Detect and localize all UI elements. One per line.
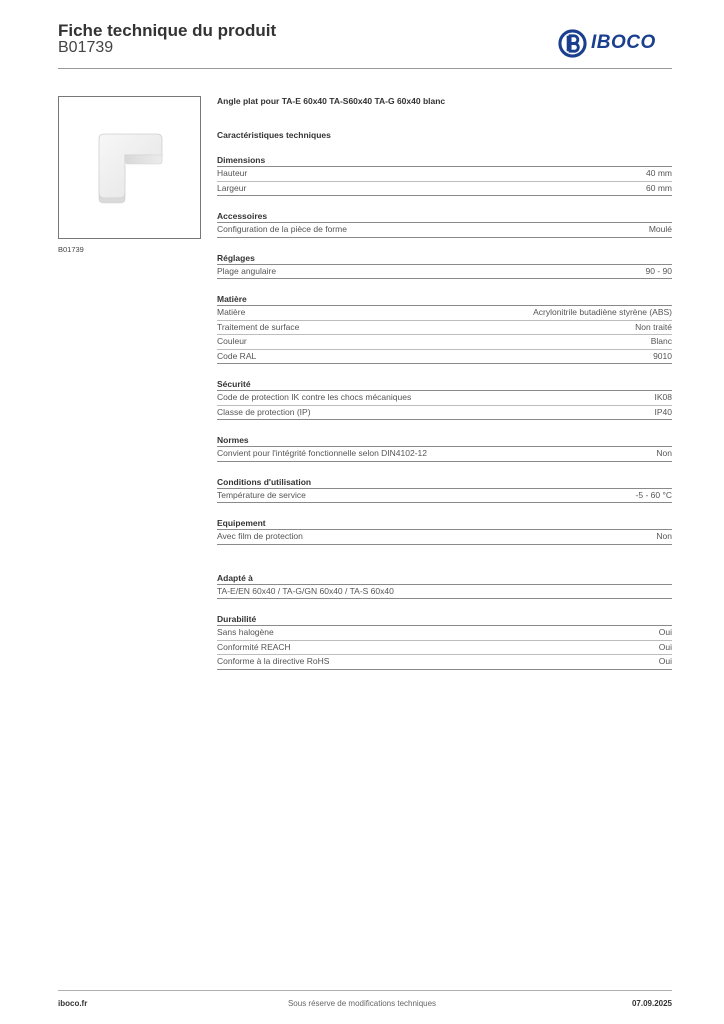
spec-group bbox=[217, 379, 672, 420]
spec-row bbox=[217, 626, 672, 641]
spec-row bbox=[217, 530, 672, 545]
spec-row bbox=[217, 585, 672, 600]
spec-label: Largeur bbox=[217, 182, 247, 193]
spec-group bbox=[217, 211, 672, 238]
spec-group-title: Dimensions bbox=[217, 155, 672, 167]
image-caption: B01739 bbox=[58, 245, 84, 254]
spec-label: Plage angulaire bbox=[217, 265, 277, 276]
spec-value: Moulé bbox=[648, 224, 672, 234]
spec-group bbox=[217, 435, 672, 462]
iboco-logo-icon bbox=[558, 29, 587, 58]
spec-label: Couleur bbox=[217, 336, 247, 346]
spec-group-title: Equipement bbox=[217, 518, 672, 530]
spec-row bbox=[217, 641, 672, 656]
spec-group bbox=[217, 155, 672, 196]
spec-value: 40 mm bbox=[646, 168, 672, 178]
spec-value: Oui bbox=[658, 627, 672, 637]
spec-row bbox=[217, 306, 672, 321]
spec-group bbox=[217, 573, 672, 600]
spec-row bbox=[217, 655, 672, 670]
spec-label: Conforme à la directive RoHS bbox=[217, 656, 330, 666]
spec-label: Avec film de protection bbox=[217, 531, 303, 541]
product-image bbox=[58, 96, 201, 239]
spec-group bbox=[217, 294, 672, 364]
spec-row bbox=[217, 406, 672, 421]
spec-value: IP40 bbox=[654, 406, 672, 417]
spec-group-title: Adapté à bbox=[217, 573, 672, 585]
spec-group-title: Matière bbox=[217, 294, 672, 306]
product-code: B01739 bbox=[58, 39, 114, 56]
spec-label: Convient pour l'intégrité fonctionnelle selon DIN4102-12 bbox=[217, 448, 428, 458]
spec-value: 9010 bbox=[653, 350, 672, 361]
logo-text: IBOCO bbox=[591, 32, 656, 53]
cable-duct-flat-angle-image bbox=[59, 97, 200, 238]
spec-row bbox=[217, 223, 672, 238]
spec-row bbox=[217, 167, 672, 182]
brand-logo bbox=[558, 28, 656, 58]
spec-value: 60 mm bbox=[646, 182, 672, 193]
footer-date: 07.09.2025 bbox=[631, 999, 672, 1008]
spec-row bbox=[217, 489, 672, 504]
spec-value: 90 - 90 bbox=[645, 265, 672, 276]
footer-divider bbox=[58, 990, 672, 991]
spec-group bbox=[217, 518, 672, 545]
spec-label: Code de protection IK contre les chocs mécaniques bbox=[217, 392, 412, 402]
spec-group-title: Accessoires bbox=[217, 211, 672, 223]
footer-website: iboco.fr bbox=[58, 999, 88, 1008]
spec-label: Traitement de surface bbox=[217, 321, 300, 332]
spec-row bbox=[217, 182, 672, 197]
spec-group-title: Réglages bbox=[217, 253, 672, 265]
spec-group bbox=[217, 477, 672, 504]
spec-value: IK08 bbox=[654, 392, 672, 402]
section-title: Caractéristiques techniques bbox=[217, 130, 331, 140]
spec-row bbox=[217, 335, 672, 350]
spec-group-title: Sécurité bbox=[217, 379, 672, 391]
spec-row bbox=[217, 391, 672, 406]
spec-label: Sans halogène bbox=[217, 627, 274, 637]
spec-row bbox=[217, 265, 672, 280]
spec-value: Oui bbox=[658, 656, 672, 666]
spec-group-title: Normes bbox=[217, 435, 672, 447]
spec-group-title: Durabilité bbox=[217, 614, 672, 626]
spec-row bbox=[217, 321, 672, 336]
spec-value: Non bbox=[656, 448, 672, 458]
spec-label: TA-E/EN 60x40 / TA-G/GN 60x40 / TA-S 60x40 bbox=[217, 585, 394, 596]
spec-value: -5 - 60 °C bbox=[635, 489, 672, 500]
spec-label: Code RAL bbox=[217, 350, 257, 361]
spec-label: Matière bbox=[217, 307, 246, 317]
spec-value: Non traité bbox=[635, 321, 672, 332]
spec-content bbox=[217, 96, 672, 670]
spec-label: Classe de protection (IP) bbox=[217, 406, 311, 417]
header-divider bbox=[58, 68, 672, 69]
footer-disclaimer: Sous réserve de modifications techniques bbox=[287, 999, 437, 1008]
spec-row bbox=[217, 350, 672, 365]
spec-groups bbox=[217, 155, 672, 670]
spec-value: Acrylonitrile butadiène styrène (ABS) bbox=[533, 307, 672, 317]
product-name: Angle plat pour TA-E 60x40 TA-S60x40 TA-G 60x40 blanc bbox=[217, 96, 446, 106]
spec-label: Hauteur bbox=[217, 168, 248, 178]
page-title: Fiche technique du produit bbox=[58, 21, 277, 40]
spec-value: Oui bbox=[658, 641, 672, 652]
spec-label: Configuration de la pièce de forme bbox=[217, 224, 347, 234]
spec-value: Blanc bbox=[650, 336, 672, 346]
spec-group bbox=[217, 253, 672, 280]
spec-row bbox=[217, 447, 672, 462]
spec-group bbox=[217, 614, 672, 670]
spec-group-title: Conditions d'utilisation bbox=[217, 477, 672, 489]
spec-value: Non bbox=[656, 531, 672, 541]
spec-label: Conformité REACH bbox=[217, 641, 291, 652]
spec-label: Température de service bbox=[217, 489, 306, 500]
